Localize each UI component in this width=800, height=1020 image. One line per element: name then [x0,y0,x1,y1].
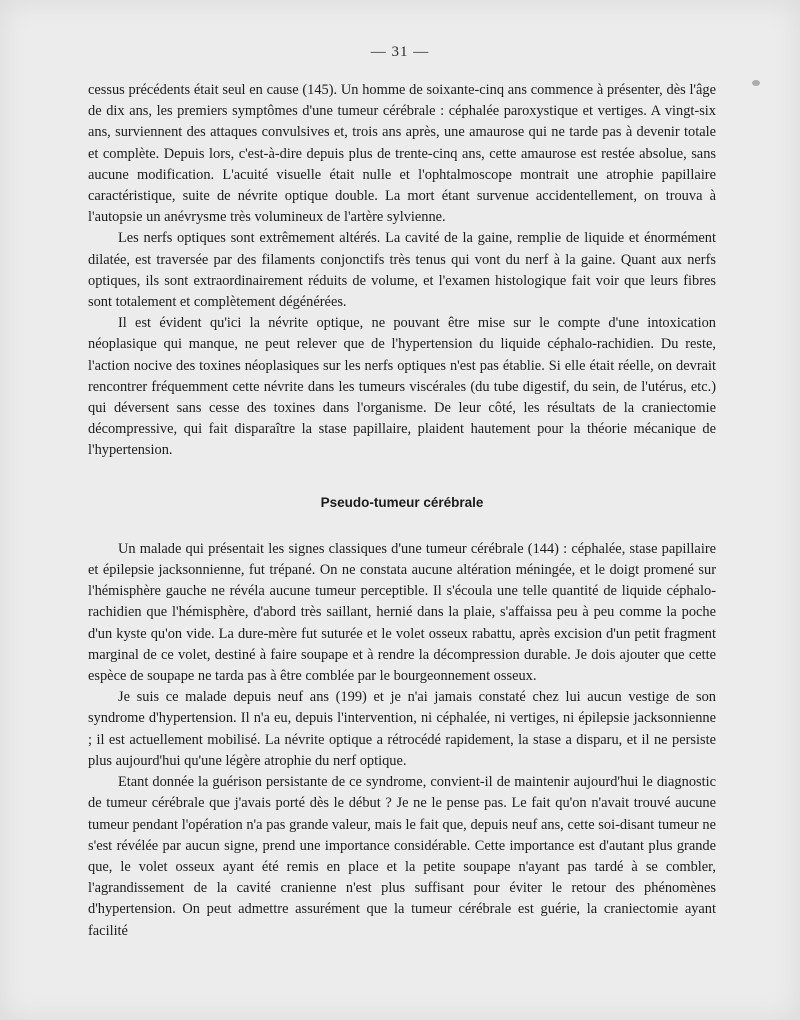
page-number: — 31 — [370,44,430,60]
page-body [88,80,716,942]
paragraph: cessus précédents était seul en cause (145). Un homme de soixante-cinq ans commence à présenter, dès l'âge de dix ans, les premiers symptômes d'une tumeur cérébrale : céphalée paroxystique et vertiges. A vingt-six ans, surviennent des attaques convulsives et, trois ans après, une amaurose qui ne tarde pas à devenir totale et complète. Depuis lors, c'est-à-dire depuis plus de trente-cinq ans, cette amaurose est restée absolue, sans aucune modification. L'acuité visuelle était nulle et l'ophtalmoscope montrait une atrophie papillaire caractéristique, suite de névrite optique double. La mort étant survenue accidentellement, on trouva à l'autopsie un anévrysme très volumineux de l'artère sylvienne. [88,82,716,226]
print-speck [752,80,760,86]
paragraph: Etant donnée la guérison persistante de ce syndrome, convient-il de maintenir aujourd'hui le diagnostic de tumeur cérébrale que j'avais porté dès le début ? Je ne le pense pas. Le fait qu'on n'avait trouvé aucune tumeur pendant l'opération n'a pas grande valeur, mais le fait que, depuis neuf ans, cette soi-disant tumeur ne s'est révélée par aucun signe, prend une importance considérable. Cette importance est d'autant plus grande que, le volet osseux ayant été remis en place et la petite soupape n'ayant pas tardé à se combler, l'agrandissement de la cavité cranienne n'est plus suffisant pour éviter le retour des phénomènes d'hypertension. On peut admettre assurément que la tumeur cérébrale est guérie, la craniectomie ayant facilité [88,774,716,939]
paragraph: Je suis ce malade depuis neuf ans (199) et je n'ai jamais constaté chez lui aucun vestige de son syndrome d'hypertension. Il n'a eu, depuis l'intervention, ni céphalée, ni vertiges, ni épilepsie jacksonnienne ; il est actuellement mobilisé. La névrite optique a rétrocédé rapidement, la stase a disparu, et il ne persiste plus aujourd'hui qu'une légère atrophie du nerf optique. [88,689,716,769]
paragraph: Il est évident qu'ici la névrite optique, ne pouvant être mise sur le compte d'une intoxication néoplasique qui manque, ne peut relever que de l'hypertension du liquide céphalo-rachidien. Du reste, l'action nocive des toxines néoplasiques sur les nerfs optiques n'est pas établie. Si elle était réelle, on devrait rencontrer fréquemment cette névrite dans les tumeurs viscérales (du tube digestif, du sein, de l'utérus, etc.) qui déversent sans cesse des toxines dans l'organisme. De leur côté, les résultats de la craniectomie décompressive, qui fait disparaître la stase papillaire, plaident hautement pour la théorie mécanique de l'hypertension. [88,315,716,459]
section-heading: Pseudo-tumeur cérébrale [320,494,484,510]
paragraph: Un malade qui présentait les signes classiques d'une tumeur cérébrale (144) : céphalée, stase papillaire et épilepsie jacksonnienne, fut trépané. On ne constata aucune altération méningée, et le doigt promené sur l'hémisphère gauche ne révéla aucune tumeur perceptible. Il s'écoula une telle quantité de liquide céphalo-rachidien que l'hémisphère, d'abord très saillant, hernié dans la plaie, s'affaissa peu à peu comme la poche d'un kyste qu'on vide. La dure-mère fut suturée et le volet osseux rabattu, après excision d'un petit fragment marginal de ce volet, destiné à faire soupape et à rendre la décompression durable. Je dois ajouter que cette espèce de soupape ne tarda pas à être comblée par le bourgeonnement osseux. [88,540,716,685]
paragraph: Les nerfs optiques sont extrêmement altérés. La cavité de la gaine, remplie de liquide et énormément dilatée, est traversée par des filaments conjonctifs très tenus qui vont du nerf à la gaine. Quant aux nerfs optiques, ils sont extraordinairement réduits de volume, et l'examen histologique fait voir que leurs fibres sont totalement et complètement dégénérées. [88,230,716,311]
